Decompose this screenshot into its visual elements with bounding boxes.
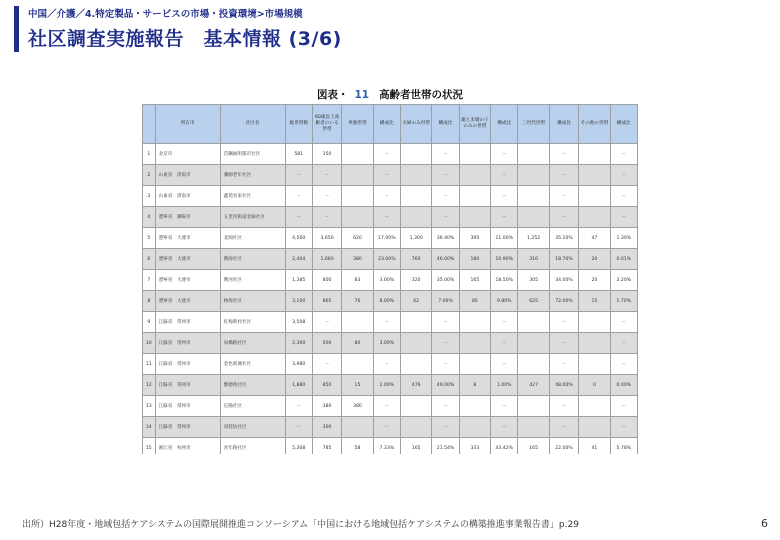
table-header-cell: 総世帯数 bbox=[285, 105, 312, 144]
table-cell: 150 bbox=[312, 144, 341, 165]
table-cell bbox=[400, 333, 431, 354]
table-row bbox=[143, 375, 638, 396]
table-cell: － bbox=[610, 144, 637, 165]
table-cell: 500 bbox=[312, 333, 341, 354]
table-cell: － bbox=[312, 312, 341, 333]
table-cell: 遼寧省 瀋陽市 bbox=[155, 207, 220, 228]
table-cell: 2 bbox=[143, 165, 156, 186]
table-header-cell: 社区名 bbox=[220, 105, 285, 144]
table-row bbox=[143, 207, 638, 228]
table-cell: 鑫苑名家社区 bbox=[220, 186, 285, 207]
table-cell: 5.78% bbox=[610, 438, 637, 455]
table-cell: 浙江省 杭州市 bbox=[155, 438, 220, 455]
table-cell bbox=[518, 312, 549, 333]
table-cell: 165 bbox=[400, 438, 431, 455]
table-cell: 0.01% bbox=[610, 249, 637, 270]
table-cell: － bbox=[432, 207, 459, 228]
table-cell: 785 bbox=[312, 438, 341, 455]
table-cell: － bbox=[549, 207, 578, 228]
table-cell: － bbox=[491, 165, 518, 186]
table-cell: － bbox=[312, 354, 341, 375]
figure-title-prefix: 図表・ bbox=[316, 89, 349, 101]
table-cell bbox=[579, 417, 610, 438]
table-cell: 山東省 済南市 bbox=[155, 186, 220, 207]
table-cell: 180 bbox=[459, 249, 490, 270]
table-cell: － bbox=[491, 144, 518, 165]
table-cell bbox=[459, 417, 490, 438]
table-cell: 427 bbox=[518, 375, 549, 396]
table-cell bbox=[579, 333, 610, 354]
elderly-household-table bbox=[142, 104, 638, 454]
table-cell: 紅梅新村社区 bbox=[220, 312, 285, 333]
table-cell bbox=[459, 333, 490, 354]
table-cell: 15 bbox=[342, 375, 373, 396]
table-cell: 2.00% bbox=[373, 375, 400, 396]
table-cell: － bbox=[610, 417, 637, 438]
table-cell bbox=[459, 207, 490, 228]
table-cell: 遼寧省 大連市 bbox=[155, 228, 220, 249]
table-cell: 濼源老年社区 bbox=[220, 165, 285, 186]
table-cell: 6 bbox=[143, 249, 156, 270]
table-cell: 3,100 bbox=[285, 291, 312, 312]
table-cell: － bbox=[432, 186, 459, 207]
table-cell: 1,252 bbox=[518, 228, 549, 249]
table-cell: 165 bbox=[459, 270, 490, 291]
table-row bbox=[143, 228, 638, 249]
table-cell: 310 bbox=[518, 249, 549, 270]
table-cell: 8.00% bbox=[373, 291, 400, 312]
table-cell: 懐德苑社区 bbox=[220, 375, 285, 396]
table-cell: 江蘇省 常州市 bbox=[155, 354, 220, 375]
table-header-cell: その他の世帯 bbox=[579, 105, 610, 144]
table-cell: 0 bbox=[579, 375, 610, 396]
table-cell: 850 bbox=[312, 375, 341, 396]
table-cell: 11 bbox=[143, 354, 156, 375]
table-header-cell: 構成比 bbox=[373, 105, 400, 144]
table-cell: 北岡社区 bbox=[220, 228, 285, 249]
table-cell: 48.00% bbox=[549, 375, 578, 396]
table-cell: 1,880 bbox=[285, 375, 312, 396]
table-cell: － bbox=[373, 144, 400, 165]
table-header-cell: 親と未婚の子のみの世帯 bbox=[459, 105, 490, 144]
table-cell: 江蘇省 常州市 bbox=[155, 417, 220, 438]
table-cell: 双桂坊社区 bbox=[220, 417, 285, 438]
table-cell bbox=[518, 186, 549, 207]
table-cell: 62 bbox=[400, 291, 431, 312]
table-cell: － bbox=[432, 165, 459, 186]
table-cell bbox=[579, 186, 610, 207]
breadcrumb: 中国／介護／4.特定製品・サービスの市場・投資環境>市場規模 bbox=[28, 9, 303, 20]
table-cell: 300 bbox=[312, 417, 341, 438]
table-cell: 305 bbox=[518, 270, 549, 291]
table-cell: － bbox=[432, 354, 459, 375]
table-cell: － bbox=[549, 312, 578, 333]
table-cell: － bbox=[432, 312, 459, 333]
table-cell: 43.42% bbox=[491, 438, 518, 455]
table-row bbox=[143, 165, 638, 186]
table-cell bbox=[579, 312, 610, 333]
table-cell bbox=[400, 312, 431, 333]
table-cell: － bbox=[312, 207, 341, 228]
table-cell: － bbox=[610, 165, 637, 186]
table-cell bbox=[400, 354, 431, 375]
table-cell: － bbox=[312, 165, 341, 186]
table-cell: 江蘇省 常州市 bbox=[155, 375, 220, 396]
table-cell: 1,385 bbox=[285, 270, 312, 291]
table-cell: 83 bbox=[342, 270, 373, 291]
table-cell: 620 bbox=[342, 228, 373, 249]
table-cell: 58 bbox=[342, 438, 373, 455]
table-cell bbox=[579, 396, 610, 417]
table-cell bbox=[400, 396, 431, 417]
table-cell: － bbox=[491, 354, 518, 375]
table-cell: 395 bbox=[459, 228, 490, 249]
table-cell: 9 bbox=[143, 312, 156, 333]
table-row bbox=[143, 291, 638, 312]
table-cell bbox=[342, 312, 373, 333]
table-cell: 46.00% bbox=[432, 249, 459, 270]
table-cell: － bbox=[432, 144, 459, 165]
table-cell: 山東省 済南市 bbox=[155, 165, 220, 186]
table-cell: 13 bbox=[143, 396, 156, 417]
table-cell bbox=[579, 354, 610, 375]
table-cell: 76 bbox=[342, 291, 373, 312]
table-cell: － bbox=[432, 396, 459, 417]
table-cell: － bbox=[610, 207, 637, 228]
table-cell: － bbox=[373, 186, 400, 207]
page-title: 社区調査実施報告 基本情報 (3/6) bbox=[28, 28, 342, 50]
table-cell: 41 bbox=[579, 438, 610, 455]
table-cell: － bbox=[549, 396, 578, 417]
table-cell: 3.00% bbox=[373, 270, 400, 291]
table-cell: 3,980 bbox=[285, 354, 312, 375]
table-cell: 20 bbox=[579, 270, 610, 291]
table-cell: 17.00% bbox=[373, 228, 400, 249]
table-header-cell bbox=[143, 105, 156, 144]
table-cell: 80 bbox=[342, 333, 373, 354]
table-cell: 581 bbox=[285, 144, 312, 165]
table-cell: 476 bbox=[400, 375, 431, 396]
table-cell: 15 bbox=[143, 438, 156, 455]
table-cell: 8 bbox=[143, 291, 156, 312]
table-cell: 380 bbox=[342, 396, 373, 417]
table-cell: 首鋼福明都市社区 bbox=[220, 144, 285, 165]
table-cell: 定陽社区 bbox=[220, 396, 285, 417]
table-row bbox=[143, 354, 638, 375]
table-cell: 14 bbox=[143, 417, 156, 438]
table-cell bbox=[400, 207, 431, 228]
table-cell: － bbox=[285, 417, 312, 438]
table-cell: 1,300 bbox=[400, 228, 431, 249]
table-cell: － bbox=[373, 207, 400, 228]
table-cell bbox=[459, 312, 490, 333]
table-cell: － bbox=[491, 333, 518, 354]
table-cell: 3,650 bbox=[312, 228, 341, 249]
table-row bbox=[143, 186, 638, 207]
table-cell: － bbox=[610, 186, 637, 207]
table-header-cell: 60歳以上高齢者のいる世帯 bbox=[312, 105, 341, 144]
table-cell bbox=[400, 144, 431, 165]
table-row bbox=[143, 144, 638, 165]
table-cell: － bbox=[610, 312, 637, 333]
table-cell: 青年路社区 bbox=[220, 438, 285, 455]
table-cell: 1.00% bbox=[491, 375, 518, 396]
figure-title bbox=[140, 86, 640, 104]
table-cell: 15 bbox=[579, 291, 610, 312]
table-cell bbox=[459, 186, 490, 207]
table-cell: － bbox=[549, 354, 578, 375]
table-cell: 遼寧省 大連市 bbox=[155, 291, 220, 312]
table-cell bbox=[459, 354, 490, 375]
figure-table-image bbox=[140, 86, 640, 454]
table-cell: 1,660 bbox=[312, 249, 341, 270]
figure-title-text: 高齢者世帯の状況 bbox=[379, 89, 464, 101]
table-cell: 7.00% bbox=[432, 291, 459, 312]
table-cell: － bbox=[491, 207, 518, 228]
table-header-cell: 構成比 bbox=[491, 105, 518, 144]
title-accent-bar bbox=[14, 6, 19, 52]
table-cell: 江蘇省 常州市 bbox=[155, 396, 220, 417]
table-cell: 3,508 bbox=[285, 312, 312, 333]
table-cell: － bbox=[491, 396, 518, 417]
table-cell bbox=[342, 186, 373, 207]
table-cell: 興海社区 bbox=[220, 249, 285, 270]
table-cell: － bbox=[491, 186, 518, 207]
table-cell: 380 bbox=[312, 396, 341, 417]
table-cell: 遼寧省 大連市 bbox=[155, 249, 220, 270]
table-cell: 7 bbox=[143, 270, 156, 291]
table-cell: － bbox=[610, 396, 637, 417]
table-cell bbox=[518, 207, 549, 228]
table-cell: － bbox=[285, 165, 312, 186]
table-cell: 5,308 bbox=[285, 438, 312, 455]
table-cell: 85 bbox=[459, 291, 490, 312]
table-cell: 625 bbox=[518, 291, 549, 312]
table-header-row bbox=[143, 105, 638, 144]
table-cell: － bbox=[285, 186, 312, 207]
table-cell: 2,404 bbox=[285, 249, 312, 270]
table-cell: 7.33% bbox=[373, 438, 400, 455]
table-cell: 22.00% bbox=[549, 438, 578, 455]
table-cell: 865 bbox=[312, 291, 341, 312]
table-cell: － bbox=[610, 333, 637, 354]
table-cell bbox=[342, 207, 373, 228]
table-cell bbox=[579, 207, 610, 228]
table-cell: － bbox=[549, 144, 578, 165]
table-cell: － bbox=[432, 417, 459, 438]
table-cell: 0.00% bbox=[610, 375, 637, 396]
table-cell bbox=[579, 165, 610, 186]
table-header-cell: 構成比 bbox=[610, 105, 637, 144]
table-cell: 2,300 bbox=[285, 333, 312, 354]
table-cell: 21.54% bbox=[432, 438, 459, 455]
table-cell: 江蘇省 常州市 bbox=[155, 333, 220, 354]
table-cell: － bbox=[373, 165, 400, 186]
table-cell: － bbox=[373, 354, 400, 375]
table-cell: 760 bbox=[400, 249, 431, 270]
table-cell bbox=[342, 354, 373, 375]
table-cell: － bbox=[373, 417, 400, 438]
table-cell: － bbox=[373, 312, 400, 333]
table-cell: 1.30% bbox=[610, 228, 637, 249]
table-cell bbox=[518, 354, 549, 375]
table-cell: 23.00% bbox=[373, 249, 400, 270]
table-cell: － bbox=[549, 186, 578, 207]
table-cell: 12 bbox=[143, 375, 156, 396]
table-cell bbox=[518, 333, 549, 354]
table-cell: 35.10% bbox=[549, 228, 578, 249]
table-cell: 8 bbox=[459, 375, 490, 396]
table-cell: 3.00% bbox=[373, 333, 400, 354]
table-cell: 4,560 bbox=[285, 228, 312, 249]
table-header-cell: 構成比 bbox=[432, 105, 459, 144]
table-cell: 11.00% bbox=[491, 228, 518, 249]
table-header-cell: 夫婦のみ世帯 bbox=[400, 105, 431, 144]
table-cell bbox=[342, 417, 373, 438]
table-cell: 9.80% bbox=[491, 291, 518, 312]
table-cell: － bbox=[312, 186, 341, 207]
table-cell bbox=[579, 144, 610, 165]
table-cell: － bbox=[491, 312, 518, 333]
page-number: 6 bbox=[761, 517, 768, 530]
table-cell: － bbox=[373, 396, 400, 417]
table-cell: 10 bbox=[143, 333, 156, 354]
source-note: 出所）H28年度・地域包括ケアシステムの国際展開推進コンソーシアム「中国における地域包括ケアシステムの構築推進事業報告書」p.29 bbox=[22, 520, 579, 530]
table-header-cell: 所在市 bbox=[155, 105, 220, 144]
table-cell: 林海社区 bbox=[220, 291, 285, 312]
table-row bbox=[143, 438, 638, 455]
table-header-cell: 単独世帯 bbox=[342, 105, 373, 144]
table-row bbox=[143, 417, 638, 438]
table-cell: 18.70% bbox=[549, 249, 578, 270]
table-cell: 49.00% bbox=[432, 375, 459, 396]
table-cell bbox=[342, 165, 373, 186]
table-row bbox=[143, 312, 638, 333]
table-cell bbox=[400, 165, 431, 186]
table-cell: 18.50% bbox=[491, 270, 518, 291]
table-cell: 金色新城社区 bbox=[220, 354, 285, 375]
table-cell bbox=[518, 417, 549, 438]
table-cell: － bbox=[432, 333, 459, 354]
table-cell: 五里河街道金廊社区 bbox=[220, 207, 285, 228]
table-cell: 72.00% bbox=[549, 291, 578, 312]
table-cell: 4 bbox=[143, 207, 156, 228]
table-cell: － bbox=[285, 396, 312, 417]
table-header-cell: 構成比 bbox=[549, 105, 578, 144]
table-cell: 165 bbox=[518, 438, 549, 455]
table-cell: 20 bbox=[579, 249, 610, 270]
table-cell bbox=[400, 417, 431, 438]
table-cell: － bbox=[549, 417, 578, 438]
table-cell: 10.90% bbox=[491, 249, 518, 270]
table-header-cell: 三世代世帯 bbox=[518, 105, 549, 144]
table-cell: 320 bbox=[400, 270, 431, 291]
table-cell: 34.00% bbox=[549, 270, 578, 291]
table-cell: 800 bbox=[312, 270, 341, 291]
table-cell bbox=[400, 186, 431, 207]
table-cell: － bbox=[549, 333, 578, 354]
table-cell: 江蘇省 常州市 bbox=[155, 312, 220, 333]
table-cell: 5 bbox=[143, 228, 156, 249]
table-cell: － bbox=[610, 354, 637, 375]
table-cell: － bbox=[491, 417, 518, 438]
table-cell: 333 bbox=[459, 438, 490, 455]
table-cell bbox=[518, 144, 549, 165]
table-row bbox=[143, 396, 638, 417]
table-cell bbox=[459, 165, 490, 186]
table-cell: 北京市 bbox=[155, 144, 220, 165]
table-cell: 興河社区 bbox=[220, 270, 285, 291]
table-cell: 380 bbox=[342, 249, 373, 270]
table-cell: － bbox=[285, 207, 312, 228]
table-cell bbox=[459, 144, 490, 165]
table-row bbox=[143, 333, 638, 354]
table-cell bbox=[459, 396, 490, 417]
table-cell: 2.20% bbox=[610, 270, 637, 291]
table-cell: － bbox=[549, 165, 578, 186]
table-cell: 35.00% bbox=[432, 270, 459, 291]
figure-number: 11 bbox=[354, 89, 370, 101]
table-cell: 局橋路社区 bbox=[220, 333, 285, 354]
table-cell bbox=[342, 144, 373, 165]
table-cell: 3 bbox=[143, 186, 156, 207]
table-row bbox=[143, 270, 638, 291]
table-cell: 1 bbox=[143, 144, 156, 165]
table-cell bbox=[518, 396, 549, 417]
table-cell: 遼寧省 大連市 bbox=[155, 270, 220, 291]
table-row bbox=[143, 249, 638, 270]
table-cell: 36.40% bbox=[432, 228, 459, 249]
table-cell: 1.70% bbox=[610, 291, 637, 312]
table-cell bbox=[518, 165, 549, 186]
table-cell: 47 bbox=[579, 228, 610, 249]
